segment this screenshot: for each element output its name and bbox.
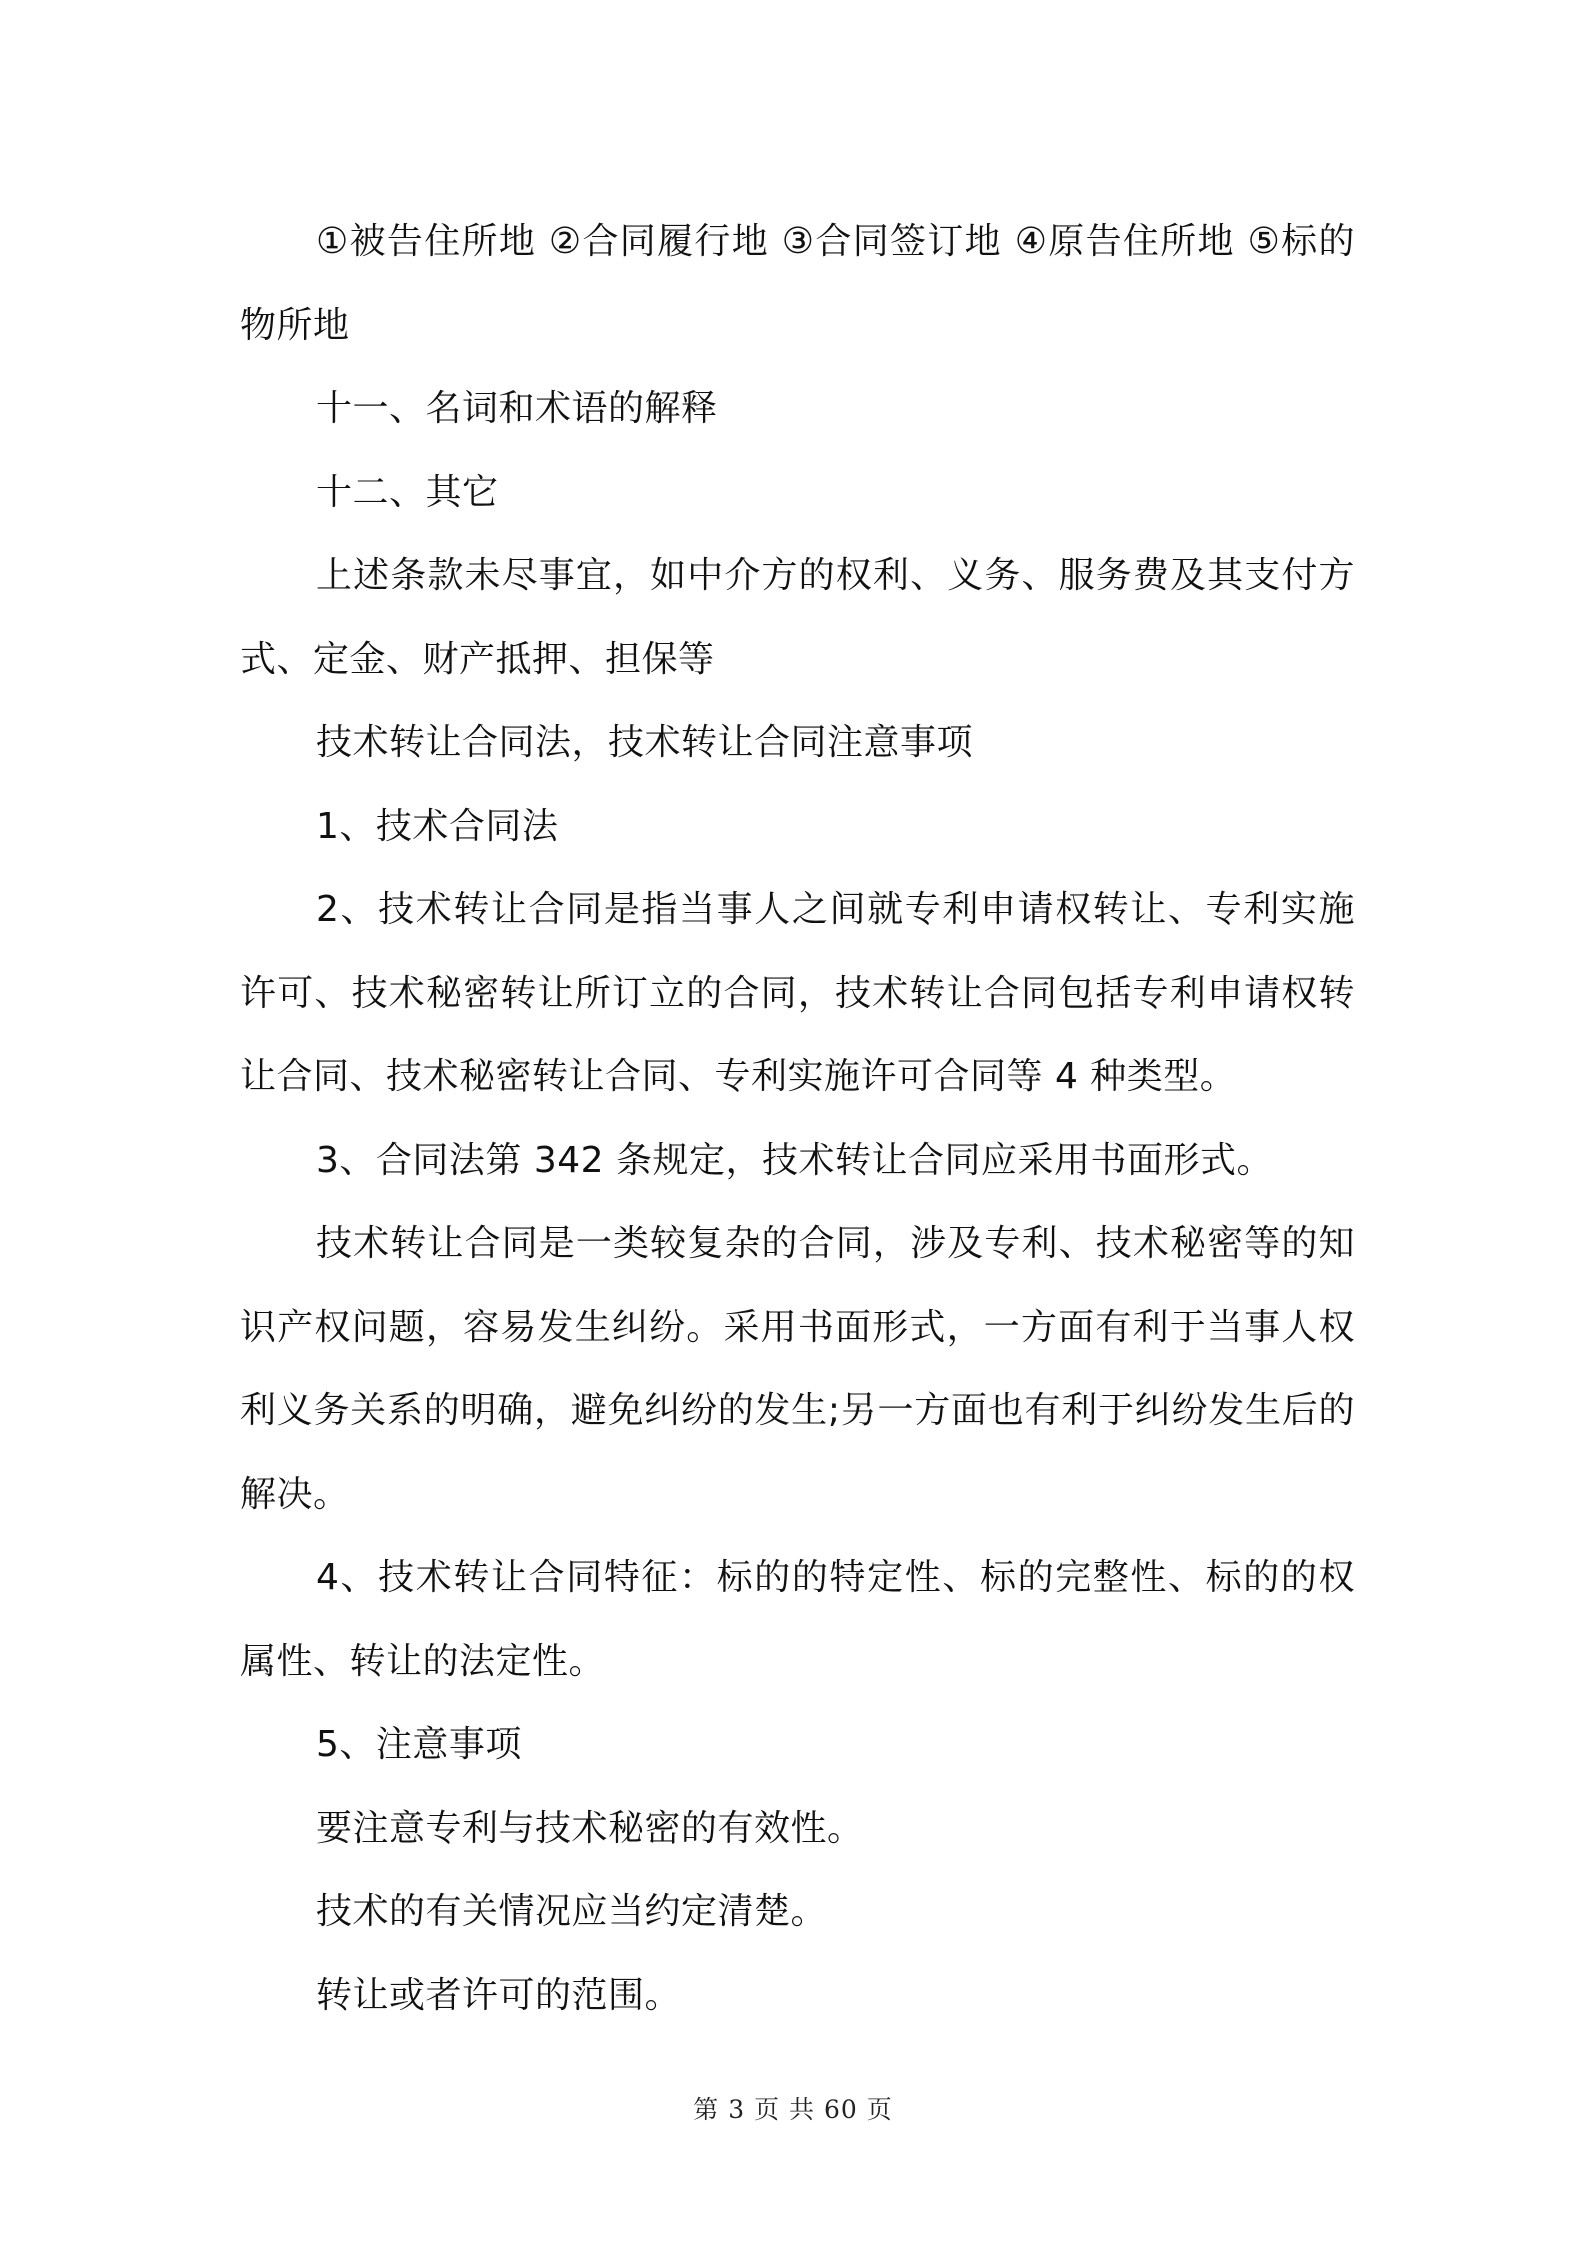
- list-item-4: 4、技术转让合同特征：标的的特定性、标的完整性、标的的权属性、转让的法定性。: [240, 1557, 1355, 1682]
- page-footer: [0, 2090, 1586, 2126]
- footer-middle: 页 共: [754, 2095, 816, 2124]
- list-item-5: 5、注意事项: [316, 1724, 522, 1765]
- footer-prefix: 第: [693, 2095, 720, 2124]
- footer-suffix: 页: [866, 2095, 893, 2124]
- paragraph-jurisdiction-options: ①被告住所地 ②合同履行地 ③合同签订地 ④原告住所地 ⑤标的物所地: [240, 221, 1355, 346]
- paragraph-note-scope: 转让或者许可的范围。: [316, 1974, 682, 2016]
- heading-section-12: 十二、其它: [316, 471, 499, 513]
- paragraph-note-details: 技术的有关情况应当约定清楚。: [316, 1891, 828, 1932]
- paragraph-other-terms: 上述条款未尽事宜，如中介方的权利、义务、服务费及其支付方式、定金、财产抵押、担保等: [240, 555, 1355, 680]
- heading-section-11: 十一、名词和术语的解释: [316, 388, 718, 429]
- list-item-1: 1、技术合同法: [316, 805, 559, 847]
- document-body: [240, 200, 1355, 2037]
- paragraph-note-validity: 要注意专利与技术秘密的有效性。: [316, 1807, 864, 1849]
- list-item-2: 2、技术转让合同是指当事人之间就专利申请权转让、专利实施许可、技术秘密转让所订立的合同，技术转让合同包括专利申请权转让合同、技术秘密转让合同、专利实施许可合同等 4 种类型。: [240, 889, 1355, 1097]
- paragraph-article-title: 技术转让合同法，技术转让合同注意事项: [316, 722, 974, 763]
- list-item-3: 3、合同法第 342 条规定，技术转让合同应采用书面形式。: [316, 1139, 1274, 1181]
- footer-total-pages: 60: [823, 2095, 858, 2124]
- paragraph-written-form: 技术转让合同是一类较复杂的合同，涉及专利、技术秘密等的知识产权问题，容易发生纠纷。采用书面形式，一方面有利于当事人权利义务关系的明确，避免纠纷的发生;另一方面也有利于纠纷发生后的解决。: [240, 1223, 1355, 1515]
- footer-current-page: 3: [728, 2095, 746, 2124]
